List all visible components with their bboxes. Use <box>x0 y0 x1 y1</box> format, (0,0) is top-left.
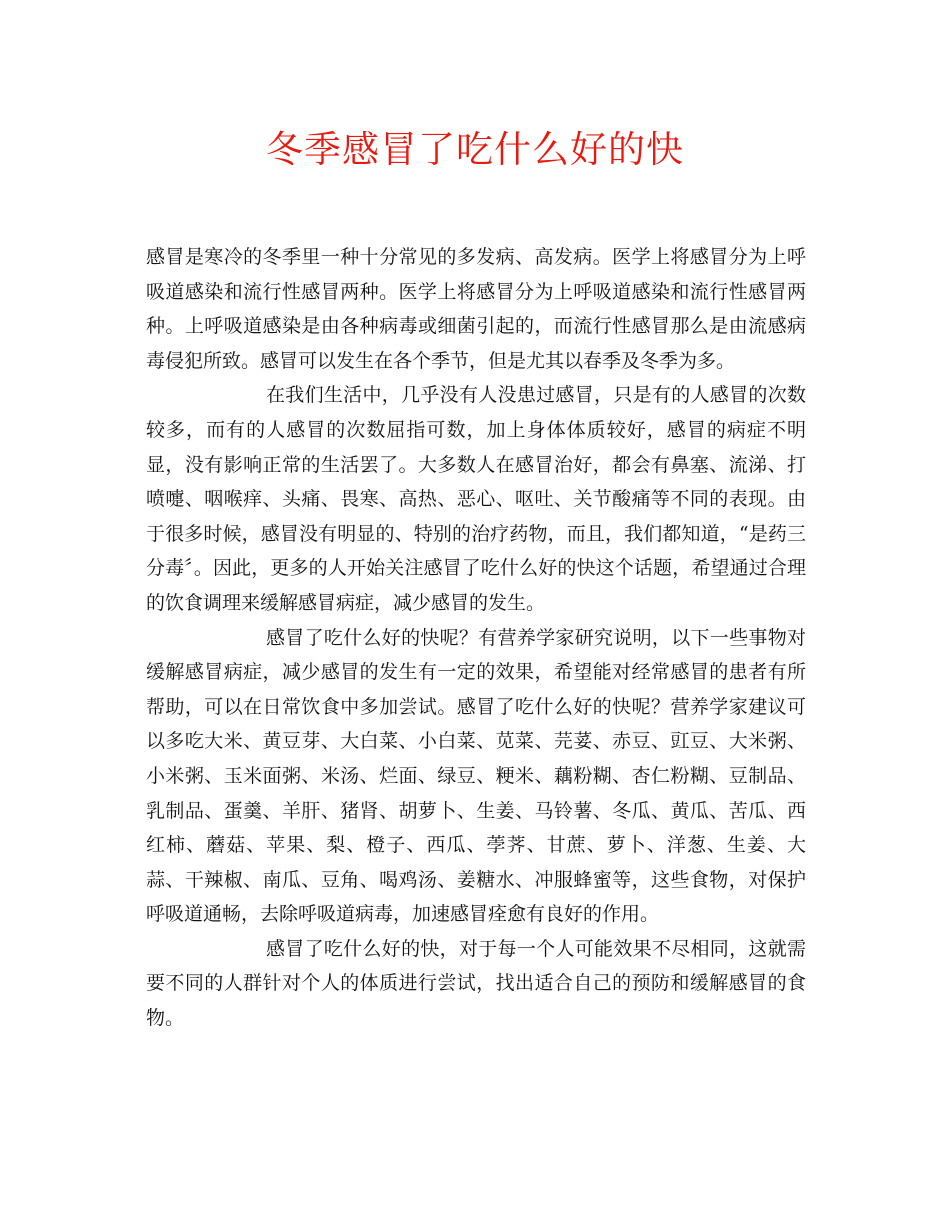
document-title: 冬季感冒了吃什么好的快 <box>266 128 684 171</box>
paragraph-conclusion: 感冒了吃什么好的快，对于每一个人可能效果不尽相同，这就需要不同的人群针对个人的体质进行尝试，找出适合自己的预防和缓解感冒的食物。 <box>146 937 806 1030</box>
paragraph-symptoms: 在我们生活中，几乎没有人没患过感冒，只是有的人感冒的次数较多，而有的人感冒的次数屈指可数，加上身体体质较好，感冒的病症不明显，没有影响正常的生活罢了。大多数人在感冒治好，都会有鼻塞、流涕、打喷嚏、咽喉痒、头痛、畏寒、高热、恶心、呕吐、关节酸痛等不同的表现。由于很多时候，感冒没有明显的、特别的治疗药物，而且，我们都知道，“是药三分毒〞。因此，更多的人开始关注感冒了吃什么好的快这个话题，希望通过合理的饮食调理来缓解感冒病症，减少感冒的发生。 <box>146 384 806 614</box>
paragraph-intro: 感冒是寒冷的冬季里一种十分常见的多发病、高发病。医学上将感冒分为上呼吸道感染和流行性感冒两种。医学上将感冒分为上呼吸道感染和流行性感冒两种。上呼吸道感染是由各种病毒或细菌引起的，而流行性感冒那么是由流感病毒侵犯所致。感冒可以发生在各个季节，但是尤其以春季及冬季为多。 <box>146 246 806 372</box>
document-body <box>146 240 806 1036</box>
paragraph-foods: 感冒了吃什么好的快呢？有营养学家研究说明，以下一些事物对缓解感冒病症，减少感冒的发生有一定的效果，希望能对经常感冒的患者有所帮助，可以在日常饮食中多加尝试。感冒了吃什么好的快呢？营养学家建议可以多吃大米、黄豆芽、大白菜、小白菜、苋菜、芫荽、赤豆、豇豆、大米粥、小米粥、玉米面粥、米汤、烂面、绿豆、粳米、藕粉糊、杏仁粉糊、豆制品、乳制品、蛋羹、羊肝、猪肾、胡萝卜、生姜、马铃薯、冬瓜、黄瓜、苦瓜、西红柿、蘑菇、苹果、梨、橙子、西瓜、荸荠、甘蔗、萝卜、洋葱、生姜、大蒜、干辣椒、南瓜、豆角、喝鸡汤、姜糖水、冲服蜂蜜等，这些食物，对保护呼吸道通畅，去除呼吸道病毒，加速感冒痊愈有良好的作用。 <box>146 626 806 926</box>
